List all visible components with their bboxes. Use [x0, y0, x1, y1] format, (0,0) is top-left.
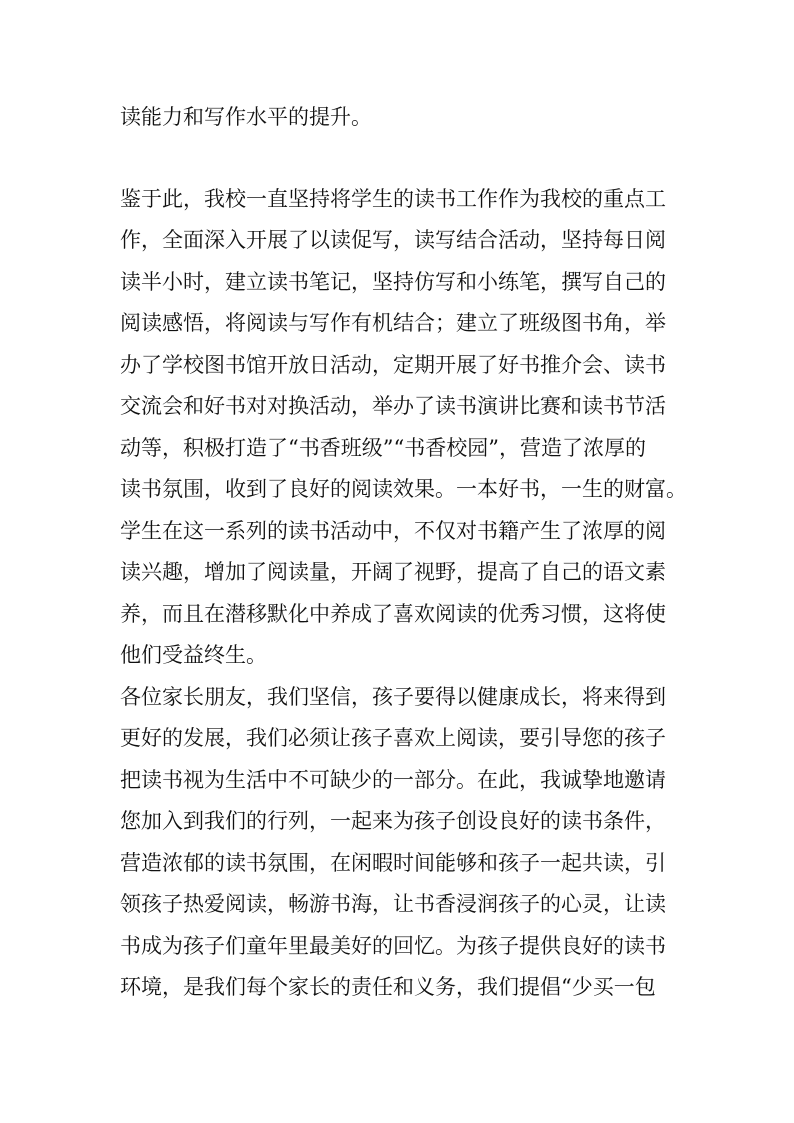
- text-line: 办了学校图书馆开放日活动，定期开展了好书推介会、读书: [120, 353, 666, 377]
- text-line: 读书氛围，收到了良好的阅读效果。一本好书，一生的财富。: [120, 477, 687, 501]
- text-line: 动等，积极打造了“书香班级”“书香校园”，营造了浓厚的: [120, 436, 646, 460]
- text-line: 读兴趣，增加了阅读量，开阔了视野，提高了自己的语文素: [120, 560, 666, 584]
- text-line: 学生在这一系列的读书活动中，不仅对书籍产生了浓厚的阅: [120, 519, 666, 543]
- text-line: 鉴于此，我校一直坚持将学生的读书工作作为我校的重点工: [120, 187, 666, 211]
- text-line: 交流会和好书对对换活动，举办了读书演讲比赛和读书节活: [120, 394, 666, 418]
- text-line: 更好的发展，我们必须让孩子喜欢上阅读，要引导您的孩子: [120, 726, 666, 750]
- text-line: 环境，是我们每个家长的责任和义务，我们提倡“少买一包: [120, 975, 656, 999]
- text-line: 书成为孩子们童年里最美好的回忆。为孩子提供良好的读书: [120, 934, 666, 958]
- text-line: 他们受益终生。: [120, 643, 267, 667]
- text-line: 把读书视为生活中不可缺少的一部分。在此，我诚挚地邀请: [120, 768, 666, 792]
- text-line: 领孩子热爱阅读，畅游书海，让书香浸润孩子的心灵，让读: [120, 892, 666, 916]
- text-line: 读半小时，建立读书笔记，坚持仿写和小练笔，撰写自己的: [120, 270, 666, 294]
- text-line: 作，全面深入开展了以读促写，读写结合活动，坚持每日阅: [120, 228, 666, 252]
- text-line: 各位家长朋友，我们坚信，孩子要得以健康成长，将来得到: [120, 685, 666, 709]
- text-line: 您加入到我们的行列，一起来为孩子创设良好的读书条件，: [120, 809, 666, 833]
- text-line: 读能力和写作水平的提升。: [120, 105, 372, 129]
- text-line: 营造浓郁的读书氛围，在闲暇时间能够和孩子一起共读，引: [120, 851, 666, 875]
- text-line: 养，而且在潜移默化中养成了喜欢阅读的优秀习惯，这将使: [120, 602, 666, 626]
- text-line: 阅读感悟，将阅读与写作有机结合；建立了班级图书角，举: [120, 311, 666, 335]
